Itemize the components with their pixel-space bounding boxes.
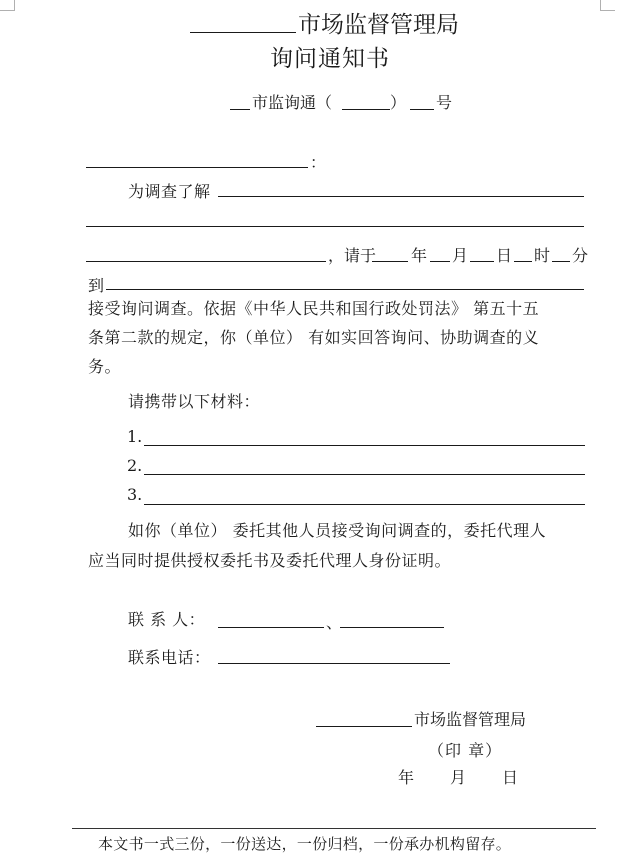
month-label: 月 [452, 246, 469, 265]
material-item-number-2: 2. [127, 456, 143, 475]
contact-person-blank-1[interactable] [218, 627, 324, 628]
header-agency-title: 市场监督管理局 [298, 12, 459, 38]
signature-day-label: 日 [502, 768, 519, 787]
doc-number-part3: 号 [436, 93, 453, 112]
investigation-lead-text: 为调查了解 [128, 182, 211, 201]
month-blank[interactable] [430, 261, 450, 262]
corner-mark-top-left [0, 0, 15, 11]
seal-label: （印 章） [428, 741, 503, 760]
footer-divider [72, 828, 596, 829]
recipient-colon: ： [310, 153, 327, 172]
material-item-number-1: 1. [127, 427, 143, 446]
schedule-matter-blank[interactable] [86, 261, 326, 262]
year-blank[interactable] [372, 261, 408, 262]
proxy-note-line-1: 如你（单位） 委托其他人员接受询问调查的，委托代理人 [128, 521, 547, 540]
footer-note: 本文书一式三份，一份送达，一份归档，一份承办机构留存。 [98, 835, 512, 853]
doc-number-part2: ） [390, 93, 407, 112]
material-item-blank-1[interactable] [144, 445, 585, 446]
minute-label: 分 [572, 246, 589, 265]
location-blank[interactable] [106, 289, 584, 290]
location-to-label: 到 [88, 276, 105, 295]
doc-number-serial-blank[interactable] [410, 109, 434, 110]
doc-number-prefix-blank[interactable] [230, 109, 250, 110]
legal-basis-line-1: 接受询问调查。依据《中华人民共和国行政处罚法》 第五十五 [88, 299, 540, 318]
agency-name-blank[interactable] [190, 32, 296, 33]
signature-year-label: 年 [398, 768, 415, 787]
material-item-blank-3[interactable] [144, 504, 585, 505]
contact-person-label: 联 系 人： [128, 610, 206, 629]
corner-mark-top-right [600, 0, 615, 11]
contact-person-blank-2[interactable] [340, 627, 444, 628]
day-label: 日 [496, 246, 513, 265]
hour-label: 时 [534, 246, 551, 265]
minute-blank[interactable] [552, 261, 570, 262]
recipient-blank[interactable] [86, 167, 308, 168]
doc-number-part1: 市监询通（ [252, 93, 333, 112]
material-item-number-3: 3. [127, 485, 143, 504]
contact-person-separator: 、 [326, 613, 343, 632]
investigation-matter-blank-1[interactable] [218, 196, 584, 197]
signature-agency-label: 市场监督管理局 [414, 710, 527, 729]
document-title: 询问通知书 [270, 46, 390, 72]
materials-heading: 请携带以下材料： [128, 392, 261, 411]
day-blank[interactable] [470, 261, 494, 262]
signature-agency-blank[interactable] [316, 726, 412, 727]
legal-basis-line-2: 条第二款的规定，你（单位） 有如实回答询问、协助调查的义 [88, 328, 540, 347]
contact-phone-blank[interactable] [218, 663, 450, 664]
investigation-matter-blank-2[interactable] [86, 226, 584, 227]
contact-phone-label: 联系电话： [128, 648, 211, 667]
proxy-note-line-2: 应当同时提供授权委托书及委托代理人身份证明。 [88, 551, 452, 570]
schedule-please-text: ，请于 [328, 246, 377, 265]
legal-basis-line-3: 务。 [88, 357, 122, 376]
signature-month-label: 月 [450, 768, 467, 787]
doc-number-year-blank[interactable] [342, 109, 390, 110]
material-item-blank-2[interactable] [144, 474, 585, 475]
hour-blank[interactable] [514, 261, 532, 262]
year-label: 年 [411, 246, 428, 265]
